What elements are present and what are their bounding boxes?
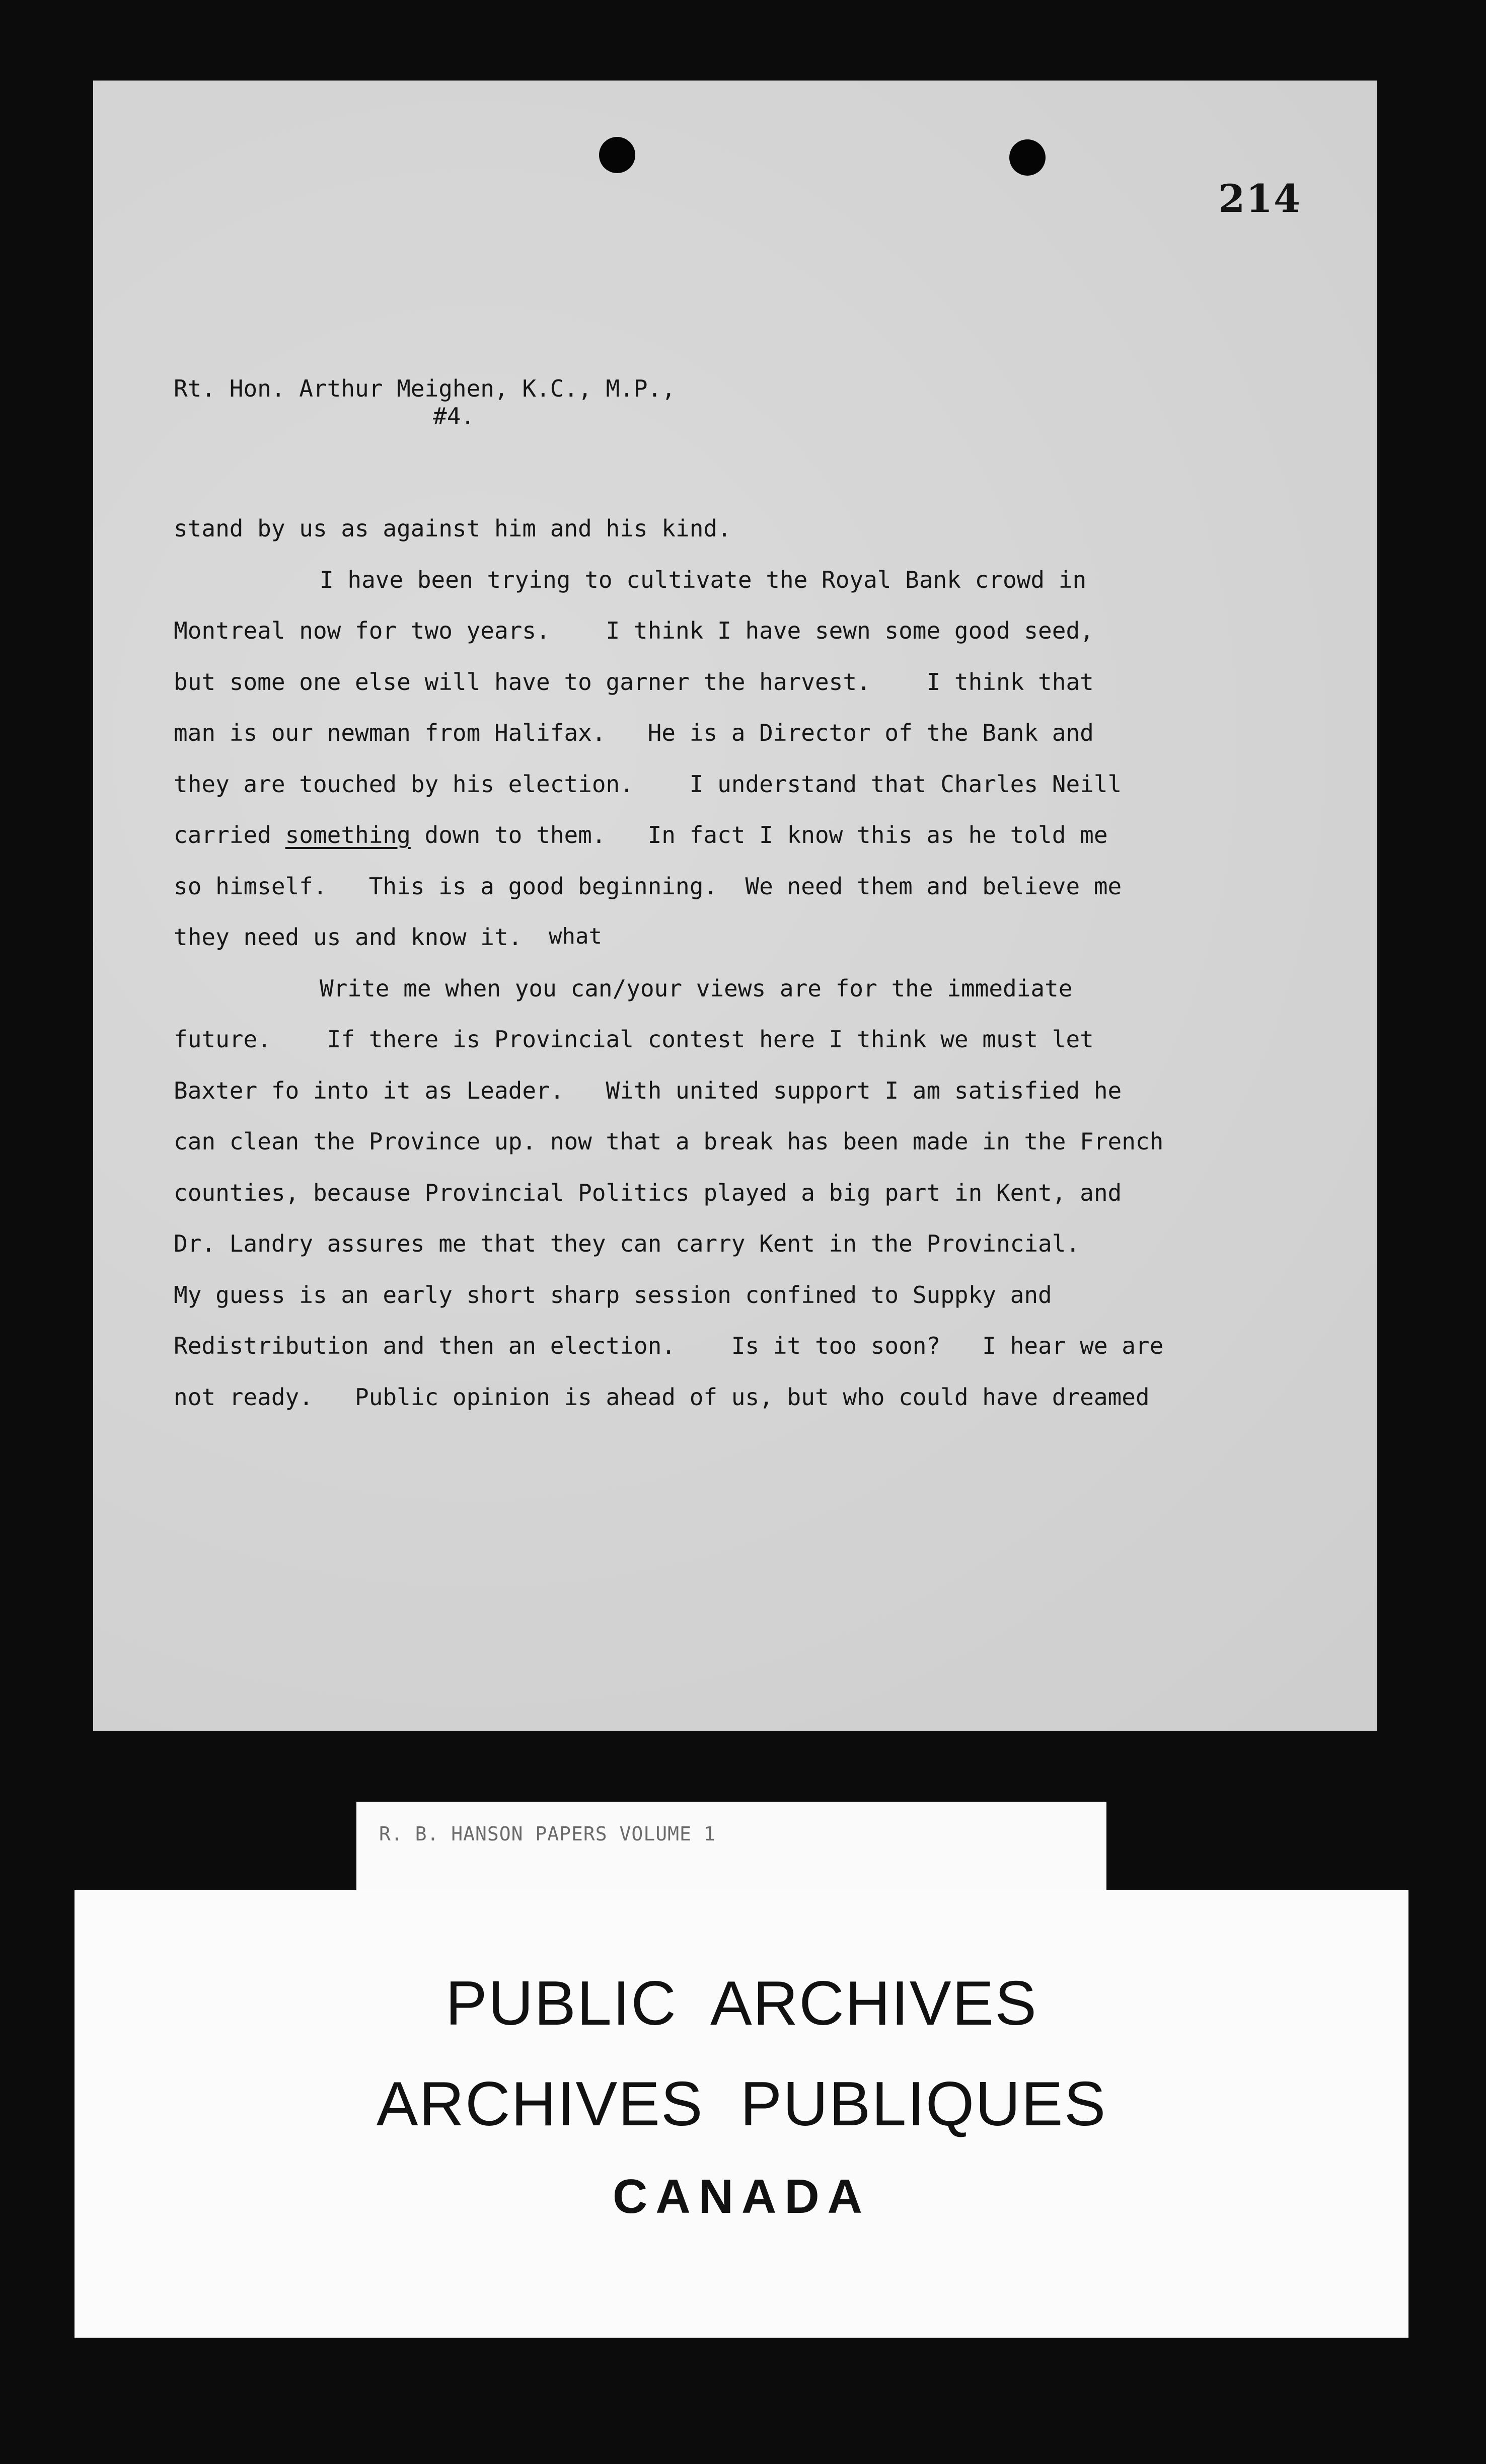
stamp-line-english: PUBLIC ARCHIVES bbox=[445, 1969, 1037, 2038]
archive-stamp-card bbox=[75, 1890, 1408, 2338]
text-line: future. If there is Provincial contest here I think we must let bbox=[174, 1026, 1094, 1053]
archive-volume-tag bbox=[356, 1802, 1106, 1890]
text-line: Write me when you can/your views are for the immediate bbox=[320, 974, 1073, 1002]
addressee-line: Rt. Hon. Arthur Meighen, K.C., M.P., bbox=[174, 375, 676, 402]
text-segment: carried bbox=[174, 821, 285, 849]
text-line: but some one else will have to garner the harvest. I think that bbox=[174, 668, 1094, 696]
punch-hole-right bbox=[1009, 139, 1046, 176]
underlined-word: something bbox=[285, 821, 411, 849]
text-line: counties, because Provincial Politics played a big part in Kent, and bbox=[174, 1179, 1122, 1206]
text-line: they are touched by his election. I understand that Charles Neill bbox=[174, 770, 1122, 798]
stamp-line-french: ARCHIVES PUBLIQUES bbox=[376, 2069, 1107, 2139]
letter-body bbox=[174, 503, 1271, 1423]
text-line: can clean the Province up. now that a break has been made in the French bbox=[174, 1128, 1164, 1155]
punch-hole-left bbox=[599, 137, 635, 173]
text-line: they need us and know it. bbox=[174, 923, 523, 951]
text-line: Redistribution and then an election. Is it too soon? I hear we are bbox=[174, 1332, 1164, 1359]
text-line: Dr. Landry assures me that they can carry Kent in the Provincial. bbox=[174, 1230, 1080, 1257]
stamp-line-country: CANADA bbox=[613, 2170, 870, 2223]
interlinear-insert: what bbox=[549, 923, 602, 949]
page-number: 214 bbox=[1218, 176, 1301, 221]
text-line: not ready. Public opinion is ahead of us, but who could have dreamed bbox=[174, 1383, 1150, 1411]
archive-volume-label: R. B. HANSON PAPERS VOLUME 1 bbox=[379, 1823, 716, 1845]
text-line: Montreal now for two years. I think I have sewn some good seed, bbox=[174, 617, 1094, 644]
text-line: My guess is an early short sharp session confined to Suppky and bbox=[174, 1281, 1052, 1308]
text-segment: down to them. In fact I know this as he told me bbox=[410, 821, 1108, 849]
text-line: man is our newman from Halifax. He is a Director of the Bank and bbox=[174, 719, 1094, 746]
page-index: #4. bbox=[433, 403, 475, 430]
text-line bbox=[174, 810, 1271, 861]
text-line: so himself. This is a good beginning. We need them and believe me bbox=[174, 872, 1122, 900]
text-line: Baxter fo into it as Leader. With united support I am satisfied he bbox=[174, 1076, 1122, 1104]
text-line: I have been trying to cultivate the Royal Bank crowd in bbox=[320, 566, 1087, 593]
text-line: stand by us as against him and his kind. bbox=[174, 515, 731, 542]
